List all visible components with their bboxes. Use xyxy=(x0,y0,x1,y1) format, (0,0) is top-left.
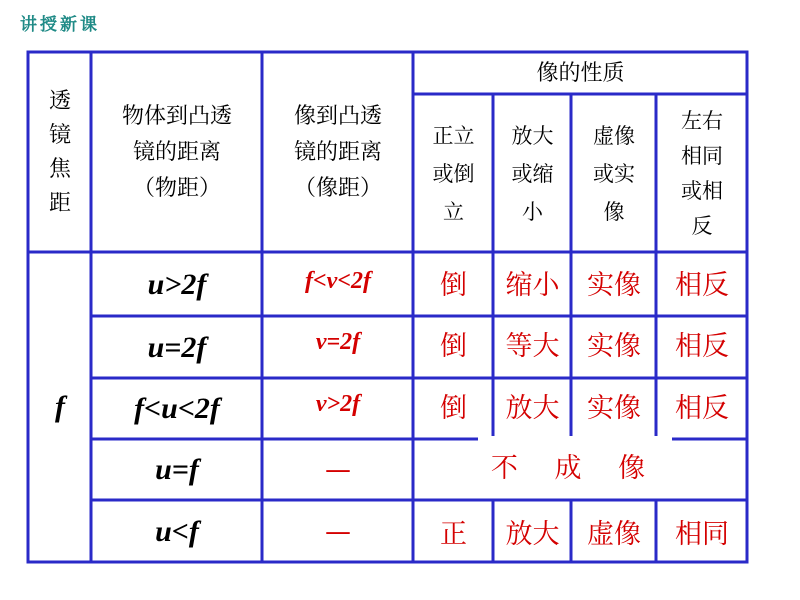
left-right-header-line: 左右 xyxy=(681,108,723,133)
orientation-header-line: 或倒 xyxy=(432,161,475,186)
image-distance-line: 镜的距离 xyxy=(293,139,382,165)
orientation-cell: 倒 xyxy=(440,330,467,362)
image-type-cell: 实像 xyxy=(587,392,641,424)
orientation-cell: 倒 xyxy=(440,392,467,424)
left-right-header xyxy=(658,96,746,251)
image-type-cell: 虚像 xyxy=(587,519,641,550)
left-right-cell: 相同 xyxy=(675,519,729,550)
section-title: 讲授新课 xyxy=(20,15,100,35)
left-right-cell: 相反 xyxy=(675,330,729,362)
size-cell: 放大 xyxy=(505,392,560,424)
object-distance-cell: u>2f xyxy=(147,267,207,301)
size-header-line: 小 xyxy=(522,199,543,224)
image-distance-cell: v=2f xyxy=(315,328,361,355)
focal-length-header xyxy=(30,54,90,251)
left-right-header-line: 反 xyxy=(691,213,713,238)
image-distance-cell: — xyxy=(325,455,351,485)
left-right-header-line: 或相 xyxy=(681,178,723,203)
size-header xyxy=(495,96,570,251)
object-distance-line: （物距） xyxy=(132,175,221,201)
orientation-cell: 倒 xyxy=(440,269,467,301)
orientation-cell: 正 xyxy=(440,519,467,550)
size-header-line: 或缩 xyxy=(511,161,554,186)
orientation-header-line: 立 xyxy=(443,199,464,224)
object-distance-line: 物体到凸透 xyxy=(121,103,232,129)
size-cell: 缩小 xyxy=(505,269,560,301)
object-distance-header xyxy=(93,54,261,251)
object-distance-cell: u<f xyxy=(155,514,199,548)
size-cell: 放大 xyxy=(505,519,560,550)
focal-length-header-text: 透镜焦距 xyxy=(48,88,71,216)
focal-length-value: f xyxy=(55,390,65,423)
image-type-header-line: 虚像 xyxy=(593,123,635,148)
left-right-cell: 相反 xyxy=(675,269,729,301)
object-distance-line: 镜的距离 xyxy=(132,139,221,165)
image-type-cell: 实像 xyxy=(587,269,641,301)
left-right-header-line: 相同 xyxy=(681,143,723,168)
object-distance-cell: u=2f xyxy=(147,330,207,364)
image-type-header-line: 或实 xyxy=(593,161,635,186)
image-distance-cell: f<v<2f xyxy=(305,268,371,294)
size-cell: 等大 xyxy=(505,330,560,362)
orientation-header xyxy=(415,96,492,251)
image-distance-header xyxy=(264,54,412,251)
image-distance-line: （像距） xyxy=(293,175,382,201)
image-distance-line: 像到凸透 xyxy=(293,103,382,129)
image-type-cell: 实像 xyxy=(587,330,641,362)
object-distance-cell: u=f xyxy=(155,453,199,486)
no-image-cell: 不 成 像 xyxy=(490,452,660,484)
object-distance-cell: f<u<2f xyxy=(134,392,220,425)
orientation-header-line: 正立 xyxy=(432,123,475,148)
left-right-cell: 相反 xyxy=(675,392,729,424)
size-header-line: 放大 xyxy=(511,123,554,148)
image-distance-cell: v>2f xyxy=(315,390,361,417)
image-distance-cell: — xyxy=(325,516,351,547)
image-type-header-line: 像 xyxy=(603,199,625,224)
image-properties-header: 像的性质 xyxy=(536,61,625,86)
image-type-header xyxy=(573,96,655,251)
